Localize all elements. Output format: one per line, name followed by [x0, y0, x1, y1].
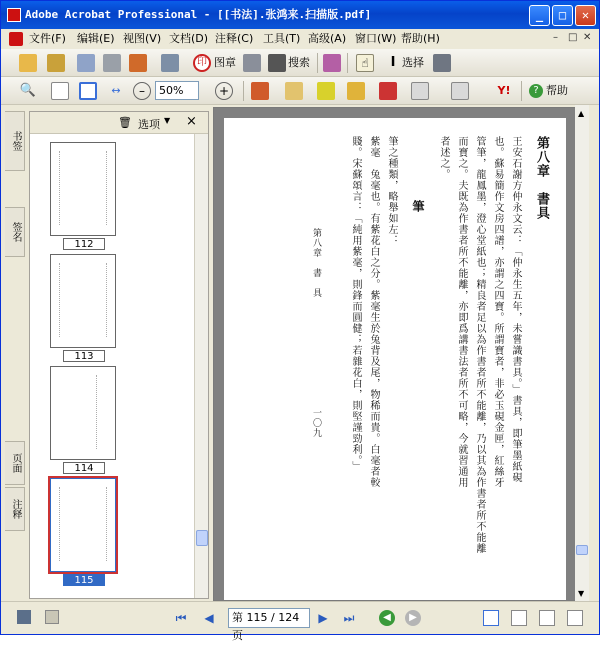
thumbnail-label-114: 114	[63, 462, 105, 474]
hand-tool-icon[interactable]: ☝	[356, 54, 374, 72]
zoom-out-icon[interactable]: –	[133, 82, 151, 100]
pdf-page	[224, 118, 566, 600]
text-column: 紫毫 兔毫也。有紫花白之分。紫毫生於兔背及尾，物稀而貴。白毫者較	[368, 136, 379, 488]
snapshot-icon[interactable]	[433, 54, 451, 72]
menu-file[interactable]: 文件(F)	[29, 32, 66, 45]
maximize-button[interactable]: □	[552, 5, 573, 26]
select-cursor-icon[interactable]: I	[390, 55, 396, 70]
text-column: 管筆，龍鳳墨，澄心堂紙也；精良者足以為作書者所不能離，乃以其為作書者所不能離	[474, 136, 485, 554]
panel-toggle-icon[interactable]	[17, 610, 31, 624]
page-number-input[interactable]: 第 115 / 124 页	[228, 608, 310, 628]
text-column: 賤。宋蘇頌言：「純用紫毫，則鋒而圓健；若雜花白，則堅謹勁利。」	[350, 136, 361, 472]
scroll-up-icon[interactable]: ▲	[578, 109, 585, 118]
menu-view[interactable]: 视图(V)	[123, 32, 162, 45]
secure-icon[interactable]	[243, 54, 261, 72]
forms-icon[interactable]	[411, 82, 429, 100]
menu-edit[interactable]: 编辑(E)	[77, 32, 115, 45]
file-toolbar	[1, 49, 599, 77]
thumbnail-text-lines	[59, 487, 107, 561]
menu-help[interactable]: 帮助(H)	[401, 32, 440, 45]
stamp-label[interactable]: 图章	[214, 56, 236, 69]
page-thumbnail-115[interactable]	[50, 478, 116, 572]
zoom-tool-icon[interactable]: 🔍	[19, 83, 37, 98]
menu-advanced[interactable]: 高级(A)	[308, 32, 347, 45]
menu-bar	[1, 29, 599, 49]
panel-scroll-thumb[interactable]	[196, 530, 208, 546]
page-size-icon[interactable]	[45, 610, 59, 624]
thumbnail-text-lines	[59, 263, 107, 337]
status-bar	[1, 601, 599, 642]
tab-signatures[interactable]: 签名	[5, 207, 25, 257]
continuous-facing-icon[interactable]	[567, 610, 583, 626]
main-area	[1, 105, 599, 601]
save-icon[interactable]	[77, 54, 95, 72]
text-column: 王安石謝方仲永文云：「仲永生五年，未嘗識書具。」書具，即筆墨紙硯	[510, 136, 521, 483]
review-icon[interactable]	[251, 82, 269, 100]
document-scrollbar[interactable]	[575, 105, 589, 601]
toolbar-separator	[243, 81, 244, 101]
attach-icon[interactable]	[161, 54, 179, 72]
continuous-icon[interactable]	[511, 610, 527, 626]
last-page-icon[interactable]: ⏭	[343, 611, 355, 625]
toolbar-separator	[347, 53, 348, 73]
fit-page-icon[interactable]	[79, 82, 97, 100]
zoom-input[interactable]: 50%	[155, 81, 199, 100]
edit-object-icon[interactable]	[323, 54, 341, 72]
comment-icon[interactable]	[285, 82, 303, 100]
pages-panel	[29, 111, 209, 599]
page-folio: 一〇九	[311, 408, 321, 438]
panel-close-button[interactable]: ×	[186, 114, 197, 129]
export-icon[interactable]	[451, 82, 469, 100]
navigation-tabs	[5, 111, 27, 597]
first-page-icon[interactable]: ⏮	[175, 611, 187, 625]
menu-document[interactable]: 文档(D)	[169, 32, 209, 45]
page-thumbnail-113[interactable]	[50, 254, 116, 348]
previous-page-icon[interactable]: ◀	[204, 611, 214, 625]
help-label[interactable]: 帮助	[546, 84, 568, 97]
acrobat-app-icon	[7, 8, 21, 22]
text-column: 者述之。	[438, 136, 449, 180]
doc-restore-button[interactable]: □	[568, 32, 578, 43]
toolbar-separator	[317, 53, 318, 73]
view-toolbar	[1, 77, 599, 105]
single-page-icon[interactable]	[483, 610, 499, 626]
panel-header	[30, 112, 208, 134]
scroll-down-icon[interactable]: ▼	[578, 589, 585, 598]
chapter-title: 第八章 書具	[534, 136, 549, 220]
page-thumbnail-114[interactable]	[50, 366, 116, 460]
title-bar	[1, 1, 599, 29]
next-page-icon[interactable]: ▶	[318, 611, 328, 625]
select-label[interactable]: 选择	[402, 56, 424, 69]
lock-icon[interactable]	[347, 82, 365, 100]
panel-scrollbar[interactable]	[194, 134, 208, 598]
open-folder-icon[interactable]	[19, 54, 37, 72]
thumbnail-label-115: 115	[63, 574, 105, 586]
document-icon	[9, 32, 23, 46]
sign-pen-icon[interactable]	[379, 82, 397, 100]
yahoo-icon[interactable]: Y!	[497, 84, 511, 97]
menu-window[interactable]: 窗口(W)	[355, 32, 397, 45]
print-icon[interactable]	[103, 54, 121, 72]
fit-width-icon[interactable]: ↔	[111, 84, 121, 97]
back-view-icon[interactable]: ◀	[379, 610, 395, 626]
document-view	[213, 107, 589, 601]
document-scroll-thumb[interactable]	[576, 545, 588, 555]
help-icon[interactable]: ?	[529, 84, 543, 98]
options-chevron-icon[interactable]: ▼	[164, 116, 171, 125]
trash-icon[interactable]: 🗑	[118, 116, 132, 129]
options-menu[interactable]: 选项	[138, 118, 160, 131]
section-heading: 筆	[411, 200, 425, 213]
actual-size-icon[interactable]	[51, 82, 69, 100]
minimize-button[interactable]: _	[529, 5, 550, 26]
toolbar-separator	[521, 81, 522, 101]
tab-pages[interactable]: 页面	[5, 441, 25, 485]
tab-bookmarks[interactable]: 书签	[5, 111, 25, 171]
thumbnail-text-lines	[59, 375, 97, 449]
doc-close-button[interactable]: ✕	[583, 32, 592, 43]
stamp-icon[interactable]: 印	[193, 54, 211, 72]
running-head: 第八章 書 具	[311, 228, 321, 298]
tab-comments[interactable]: 注释	[5, 487, 25, 531]
doc-minimize-button[interactable]: –	[553, 32, 558, 43]
window-title: Adobe Acrobat Professional - [[书法].张鸿来.扫描版.pdf]	[25, 8, 372, 21]
thumbnail-label-112: 112	[63, 238, 105, 250]
menu-tools[interactable]: 工具(T)	[263, 32, 301, 45]
close-button[interactable]: ✕	[575, 5, 596, 26]
text-column: 也。蘇易簡作文房四譜，亦謂之四寶。所謂寶者，非必玉硯金匣，紅絲牙	[492, 136, 503, 488]
zoom-in-icon[interactable]: +	[215, 82, 233, 100]
thumbnail-text-lines	[59, 151, 107, 225]
forward-view-icon[interactable]: ▶	[405, 610, 421, 626]
search-label[interactable]: 搜索	[288, 56, 310, 69]
create-pdf-icon[interactable]	[129, 54, 147, 72]
text-column: 而寶之。夫既為作書者所不能離，亦即爲講書法者所不可略，今就習通用	[456, 136, 467, 488]
organizer-icon[interactable]	[47, 54, 65, 72]
binoculars-icon[interactable]	[268, 54, 286, 72]
facing-icon[interactable]	[539, 610, 555, 626]
highlight-icon[interactable]	[317, 82, 335, 100]
menu-comments[interactable]: 注释(C)	[215, 32, 254, 45]
page-thumbnail-112[interactable]	[50, 142, 116, 236]
thumbnail-label-113: 113	[63, 350, 105, 362]
text-column: 筆之種類，略舉如左：	[386, 136, 397, 246]
